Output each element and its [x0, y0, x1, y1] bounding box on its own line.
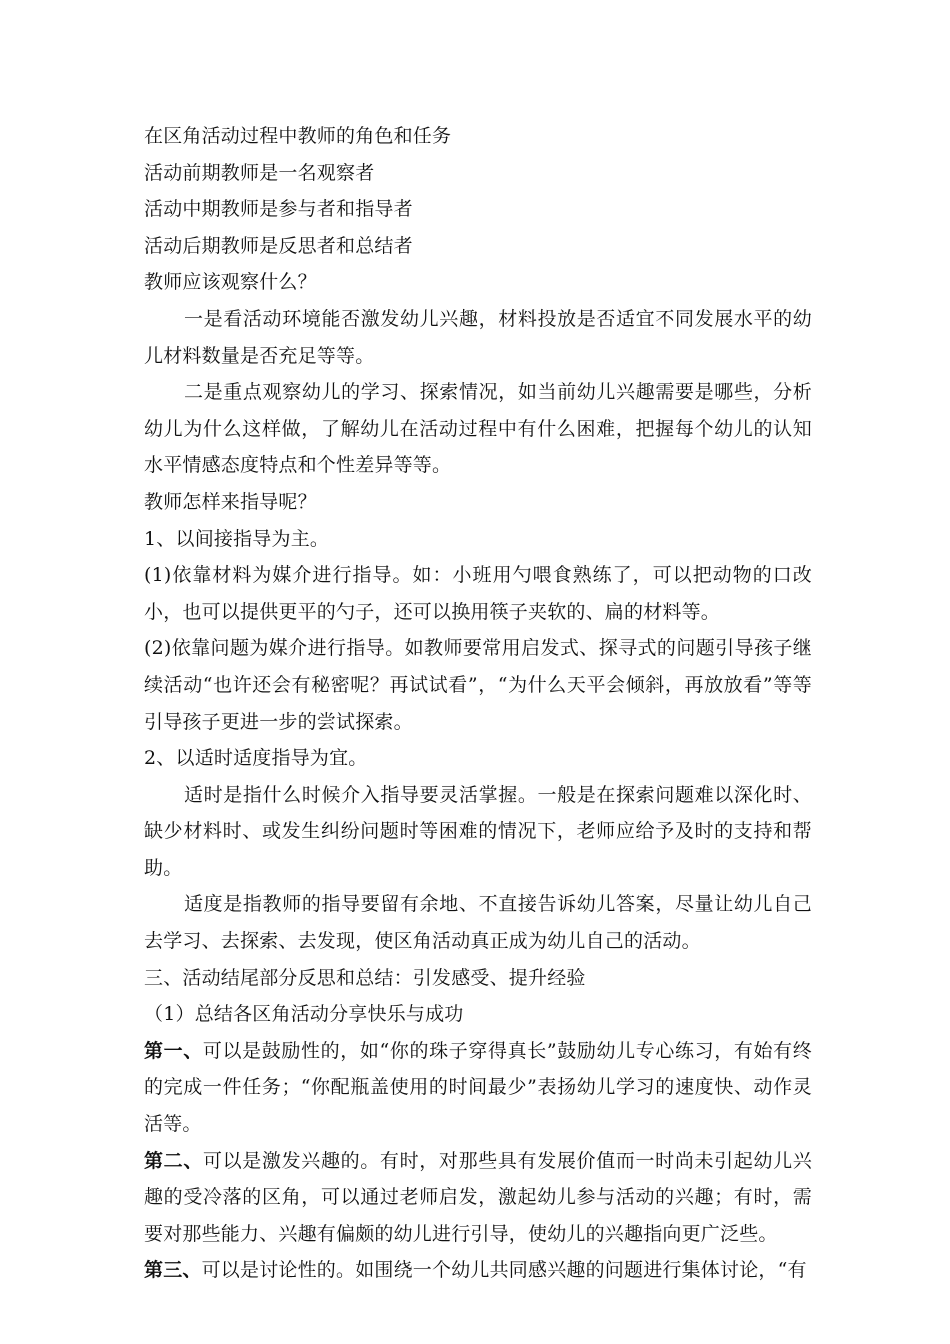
section-3-heading: 三、活动结尾部分反思和总结：引发感受、提升经验 [144, 966, 586, 989]
moderate-paragraph: 适度是指教师的指导要留有余地、不直接告诉幼儿答案，尽量让幼儿自己去学习、去探索、去发现，使区角活动真正成为幼儿自己的活动。 [144, 893, 812, 953]
observe-question-line: 教师应该观察什么？ [144, 271, 317, 294]
observe-paragraph-1: 一是看活动环境能否激发幼儿兴趣，材料投放是否适宜不同发展水平的幼儿材料数量是否充足等等。 [144, 307, 812, 367]
point-1-a-paragraph: (1)依靠材料为媒介进行指导。如：小班用勺喂食熟练了，可以把动物的口改小，也可以提供更平的勺子，还可以换用筷子夹软的、扁的材料等。 [144, 564, 812, 623]
document-body [144, 118, 812, 1289]
second-paragraph [144, 1143, 812, 1253]
role-early-line: 活动前期教师是一名观察者 [144, 161, 375, 184]
point-1-b-paragraph: (2)依靠问题为媒介进行指导。如教师要常用启发式、探寻式的问题引导孩子继续活动“也许还会有秘密呢？再试试看”，“为什么天平会倾斜，再放放看”等等引导孩子更进一步的尝试探索。 [144, 637, 812, 733]
point-1-heading: 1、以间接指导为主。 [144, 527, 330, 550]
second-text: 可以是激发兴趣的。有时，对那些具有发展价值而一时尚未引起幼儿兴趣的受冷落的区角，可以通过老师启发，激起幼儿参与活动的兴趣；有时，需要对那些能力、兴趣有偏颇的幼儿进行引导，使幼儿的兴趣指向更广泛些。 [144, 1149, 812, 1245]
point-2-heading: 2、以适时适度指导为宜。 [144, 747, 368, 770]
third-label: 第三、 [144, 1259, 202, 1282]
timely-paragraph: 适时是指什么时候介入指导要灵活掌握。一般是在探索问题难以深化时、缺少材料时、或发生纠纷问题时等困难的情况下，老师应给予及时的支持和帮助。 [144, 783, 812, 879]
second-label: 第二、 [144, 1149, 203, 1172]
third-text: 可以是讨论性的。如围绕一个幼儿共同感兴趣的问题进行集体讨论，“有 [201, 1259, 807, 1282]
observe-paragraph-2: 二是重点观察幼儿的学习、探索情况，如当前幼儿兴趣需要是哪些，分析幼儿为什么这样做，了解幼儿在活动过程中有什么困难，把握每个幼儿的认知水平情感态度特点和个性差异等等。 [144, 381, 812, 477]
first-label: 第一、 [144, 1039, 203, 1062]
guide-question-line: 教师怎样来指导呢？ [144, 490, 317, 513]
section-3-1-heading: （1）总结各区角活动分享快乐与成功 [144, 1003, 464, 1026]
third-paragraph [144, 1252, 812, 1289]
role-late-line: 活动后期教师是反思者和总结者 [144, 234, 413, 257]
role-middle-line: 活动中期教师是参与者和指导者 [144, 198, 413, 221]
first-text: 可以是鼓励性的，如“你的珠子穿得真长”鼓励幼儿专心练习，有始有终的完成一件任务；“你配瓶盖使用的时间最少”表扬幼儿学习的速度快、动作灵活等。 [144, 1039, 812, 1136]
title-line: 在区角活动过程中教师的角色和任务 [144, 125, 452, 147]
first-paragraph [144, 1033, 812, 1143]
